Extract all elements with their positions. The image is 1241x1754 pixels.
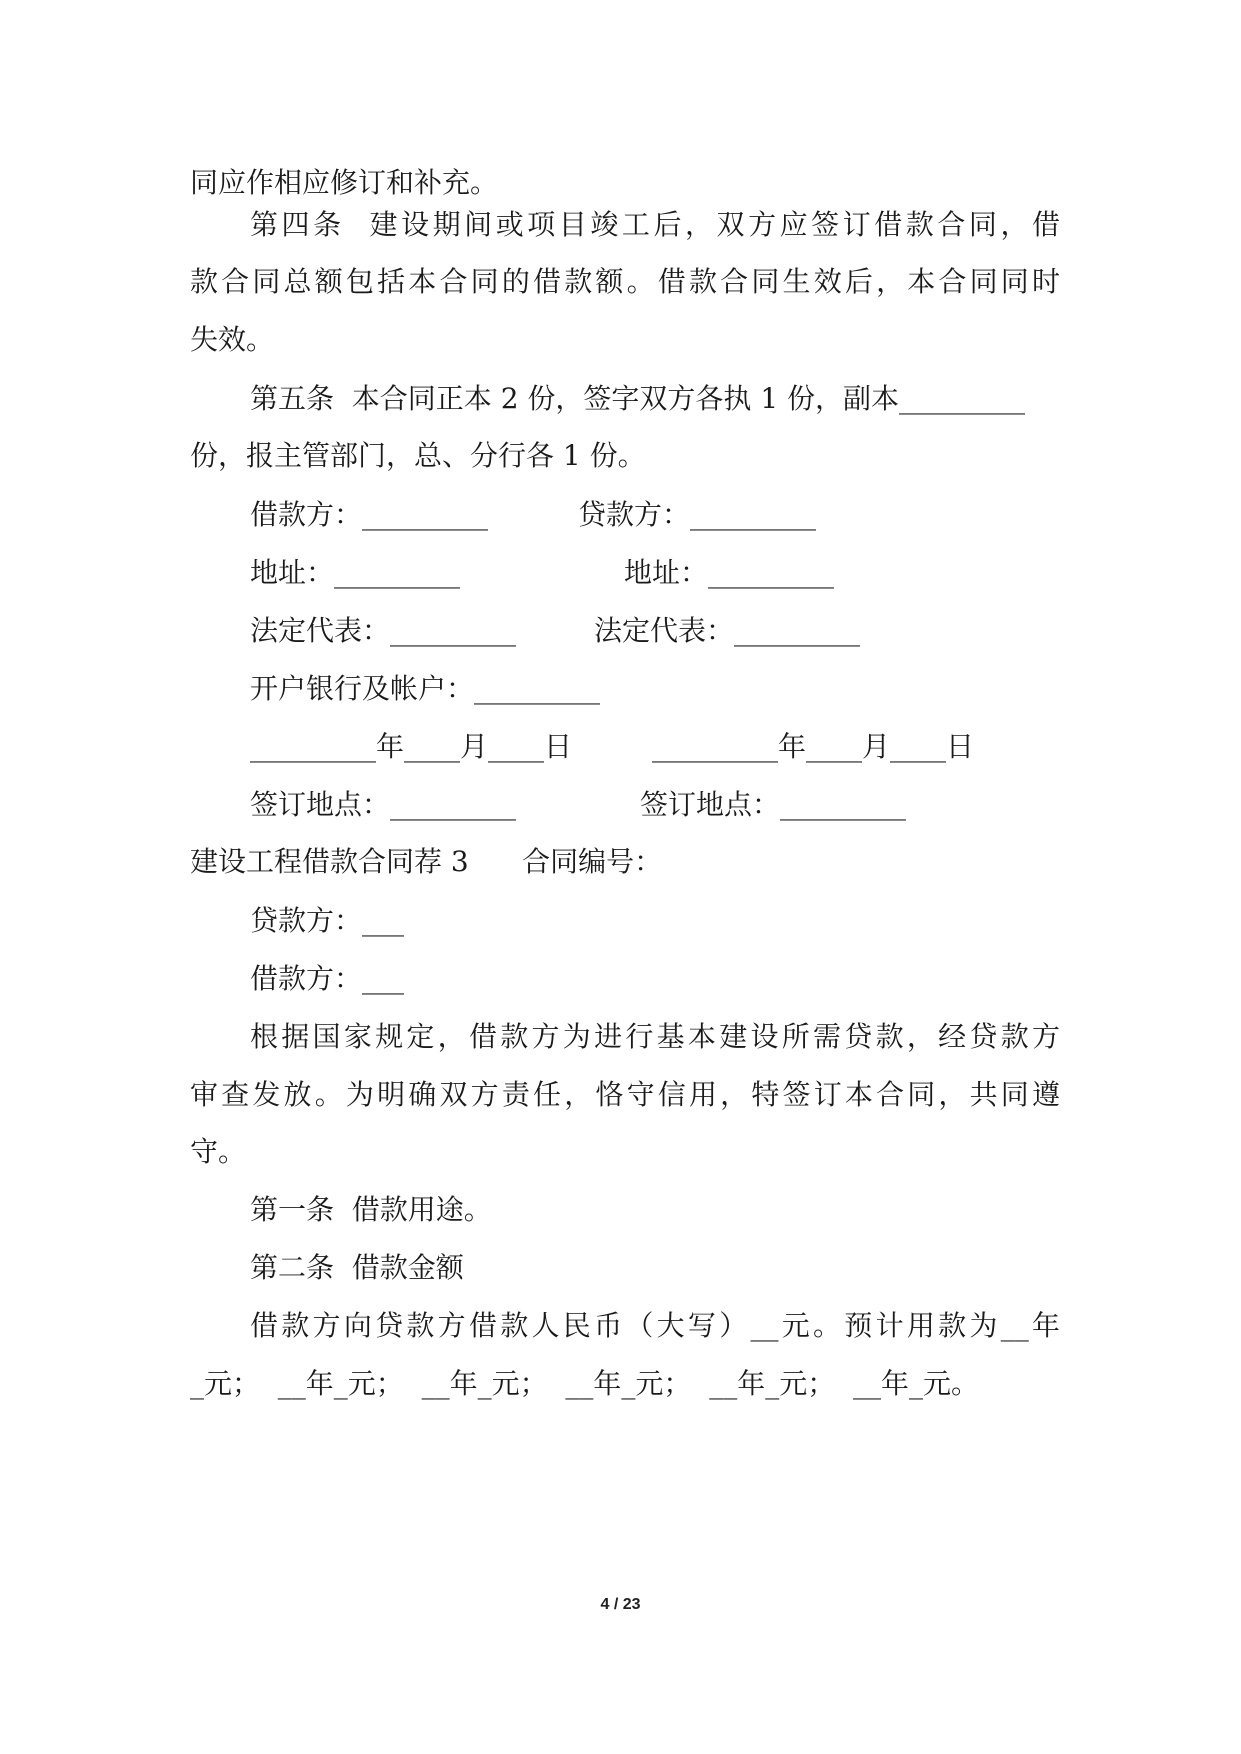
lender-date-field: _________年____月____日: [652, 730, 975, 763]
borrower-date-field: _________年____月____日: [250, 730, 573, 763]
text-line: 同应作相应修订和补充。: [190, 166, 499, 199]
page-number: 4 / 23: [600, 1596, 641, 1613]
text-line: 借款方向贷款方借款人民币（大写）__元。预计用款为__年: [250, 1309, 1060, 1342]
borrower-signature-field: 借款方：_________: [250, 498, 489, 531]
text-line: 借款方：___: [250, 962, 405, 995]
text-line: 失效。: [190, 323, 275, 356]
text-line: 第四条 建设期间或项目竣工后，双方应签订借款合同，借: [250, 208, 1060, 241]
borrower-address-field: 地址：_________: [250, 556, 461, 589]
lender-representative-field: 法定代表：_________: [594, 614, 861, 647]
text-line: 第五条 本合同正本 2 份，签字双方各执 1 份，副本_________: [250, 382, 1026, 415]
text-line: 根据国家规定，借款方为进行基本建设所需贷款，经贷款方: [250, 1020, 1060, 1053]
text-line: 审查发放。为明确双方责任，恪守信用，特签订本合同，共同遵: [190, 1078, 1060, 1111]
text-line: 份，报主管部门，总、分行各 1 份。: [190, 439, 646, 472]
text-line: _元； __年_元； __年_元； __年_元； __年_元； __年_元。: [190, 1367, 980, 1400]
text-line: 贷款方：___: [250, 904, 405, 937]
bank-account-field: 开户银行及帐户：_________: [250, 672, 601, 705]
text-line: 第一条 借款用途。: [250, 1193, 492, 1226]
lender-signature-field: 贷款方：_________: [578, 498, 817, 531]
lender-signing-place-field: 签订地点：_________: [640, 788, 907, 821]
text-line: 款合同总额包括本合同的借款额。借款合同生效后，本合同同时: [190, 265, 1060, 298]
lender-address-field: 地址：_________: [624, 556, 835, 589]
contract-heading: 建设工程借款合同荐 3 合同编号：: [190, 845, 663, 878]
text-line: 第二条 借款金额: [250, 1251, 464, 1284]
borrower-signing-place-field: 签订地点：_________: [250, 788, 517, 821]
text-line: 守。: [190, 1135, 247, 1168]
borrower-representative-field: 法定代表：_________: [250, 614, 517, 647]
